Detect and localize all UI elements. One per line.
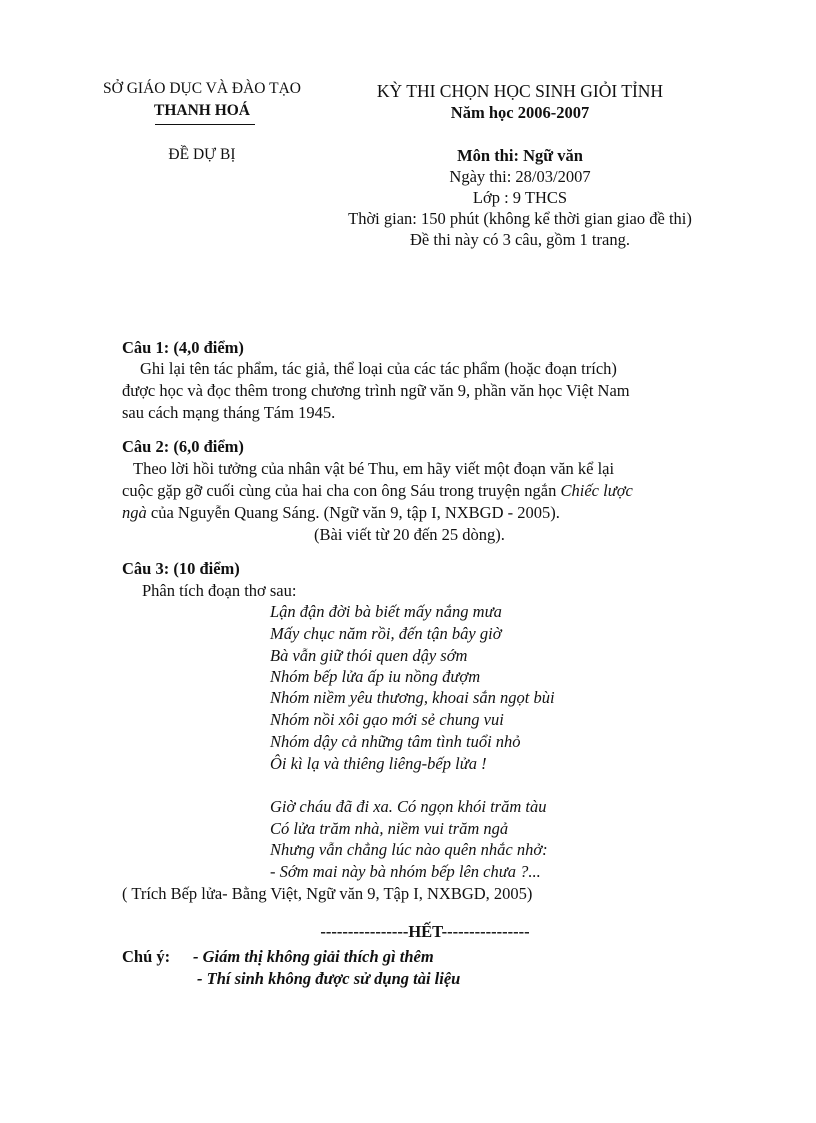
poem-line: Nhóm dậy cả những tâm tình tuổi nhỏ — [270, 732, 521, 751]
question-2-length-note: (Bài viết từ 20 đến 25 dòng). — [314, 525, 505, 544]
question-2-line-3-text: của Nguyễn Quang Sáng. (Ngữ văn 9, tập I, NXBGD - 2005). — [146, 503, 560, 522]
question-3-intro: Phân tích đoạn thơ sau: — [142, 581, 297, 600]
poem-line: Nhóm nồi xôi gạo mới sẻ chung vui — [270, 710, 504, 729]
question-2-line-1: Theo lời hồi tưởng của nhân vật bé Thu, em hãy viết một đoạn văn kể lại — [133, 459, 615, 478]
question-2-heading: Câu 2: (6,0 điểm) — [122, 437, 244, 456]
poem-line: - Sớm mai này bà nhóm bếp lên chưa ?... — [270, 862, 541, 881]
exam-page-info: Đề thi này có 3 câu, gồm 1 trang. — [410, 230, 630, 249]
note-line-1: - Giám thị không giải thích gì thêm — [193, 947, 434, 966]
issuing-province: THANH HOÁ — [153, 102, 251, 119]
question-3-heading: Câu 3: (10 điểm) — [122, 559, 240, 578]
story-title-part-2: ngà — [122, 503, 147, 522]
poem-line: Mấy chục năm rồi, đến tận bây giờ — [270, 624, 502, 643]
story-title-part-1: Chiếc lược — [560, 481, 633, 500]
poem-source: ( Trích Bếp lửa- Bằng Việt, Ngữ văn 9, Tập I, NXBGD, 2005) — [122, 884, 533, 903]
question-1-line-1: Ghi lại tên tác phẩm, tác giả, thể loại của các tác phẩm (hoặc đoạn trích) — [140, 359, 617, 378]
question-1-heading: Câu 1: (4,0 điểm) — [122, 338, 244, 357]
poem-line: Giờ cháu đã đi xa. Có ngọn khói trăm tàu — [270, 797, 547, 816]
question-1-line-3: sau cách mạng tháng Tám 1945. — [122, 403, 336, 422]
poem-line: Lận đận đời bà biết mấy nắng mưa — [270, 602, 502, 621]
exam-title: KỲ THI CHỌN HỌC SINH GIỎI TỈNH — [376, 81, 664, 101]
draft-exam-label: ĐỀ DỰ BỊ — [168, 146, 236, 163]
exam-duration: Thời gian: 150 phút (không kể thời gian giao đề thi) — [348, 209, 692, 228]
exam-grade: Lớp : 9 THCS — [472, 188, 568, 207]
poem-line: Nhóm bếp lửa ấp iu nồng đượm — [270, 667, 481, 686]
note-line-2: - Thí sinh không được sử dụng tài liệu — [197, 969, 461, 988]
end-marker: ----------------HẾT---------------- — [320, 922, 530, 941]
issuing-department: SỞ GIÁO DỤC VÀ ĐÀO TẠO — [103, 80, 301, 97]
poem-line: Nhóm niềm yêu thương, khoai sắn ngọt bùi — [270, 688, 555, 707]
poem-line: Bà vẫn giữ thói quen dậy sớm — [270, 646, 468, 665]
poem-line: Có lửa trăm nhà, niềm vui trăm ngả — [270, 819, 509, 838]
question-1-line-2: được học và đọc thêm trong chương trình ngữ văn 9, phần văn học Việt Nam — [122, 381, 630, 400]
poem-line: Ôi kì lạ và thiêng liêng-bếp lửa ! — [270, 754, 487, 773]
poem-line: Nhưng vẫn chẳng lúc nào quên nhắc nhở: — [270, 840, 548, 859]
question-2-line-2 — [122, 480, 633, 502]
exam-date: Ngày thi: 28/03/2007 — [449, 167, 591, 186]
exam-subject: Môn thi: Ngữ văn — [457, 146, 583, 165]
note-label: Chú ý: — [122, 947, 171, 966]
school-year: Năm học 2006-2007 — [450, 103, 590, 122]
question-2-line-3 — [122, 502, 560, 524]
province-underline — [155, 124, 255, 125]
question-2-line-2-text: cuộc gặp gỡ cuối cùng của hai cha con ông Sáu trong truyện ngắn — [122, 481, 561, 500]
